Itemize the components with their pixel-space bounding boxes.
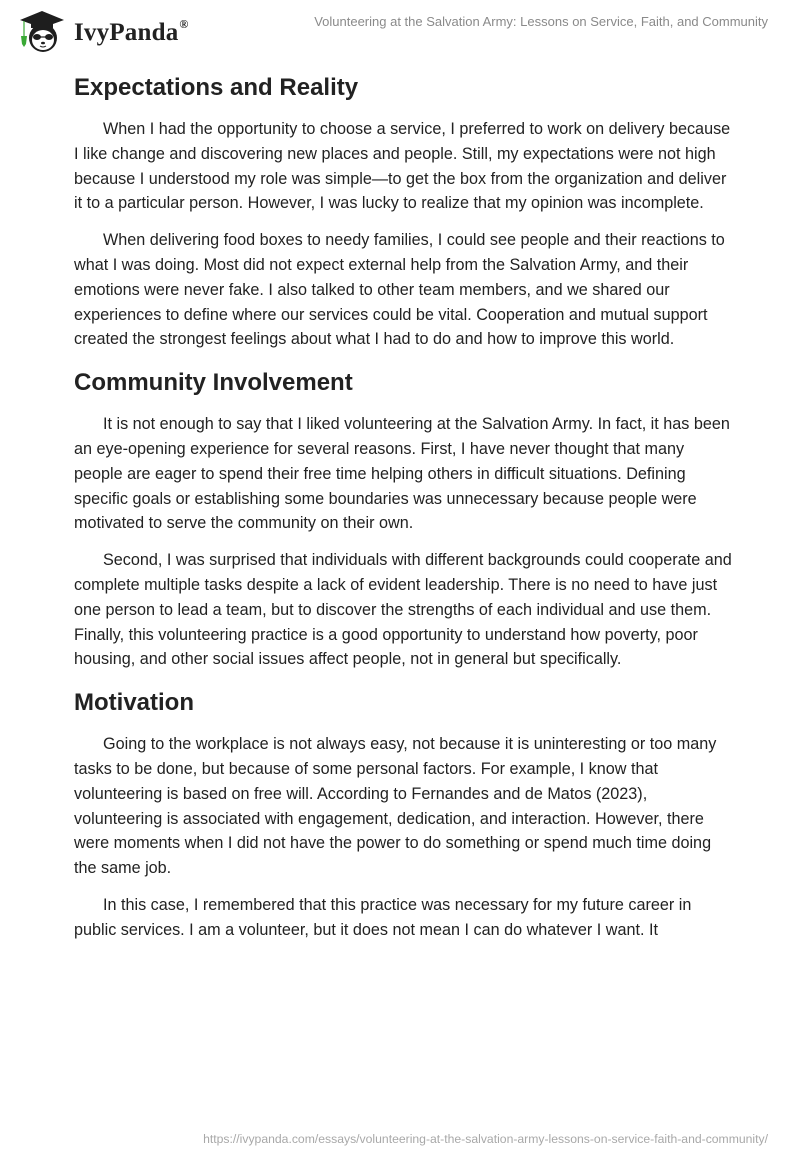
paragraph: It is not enough to say that I liked volunteering at the Salvation Army. In fact, it has been an eye-opening experience for several reasons. First, I have never thought that many people are eager to spend their free time helping others in difficult situations. Defining specific goals or establishing some boundaries was unnecessary because people were motivated to serve the community on their own. [74,415,730,533]
section-heading: Expectations and Reality [74,74,359,101]
section-community-involvement [74,366,734,672]
paragraph: When I had the opportunity to choose a service, I preferred to work on delivery because I like change and discovering new places and people. Still, my expectations were not high because I understood my role was simple—to get the box from the organization and deliver it to a particular person. However, I was lucky to realize that my opinion was incomplete. [74,120,731,213]
document-title: Volunteering at the Salvation Army: Lessons on Service, Faith, and Community [314,14,768,29]
section-motivation [74,686,734,942]
paragraph: When delivering food boxes to needy families, I could see people and their reactions to what I was doing. Most did not expect external help from the Salvation Army, and their emotions were never fake. I also talked to other team members, and we shared our experiences to define where our services could be vital. Cooperation and mutual support created the strongest feelings about what I had to do and how to improve this world. [74,231,725,349]
paragraph: In this case, I remembered that this practice was necessary for my future career in public services. I am a volunteer, but it does not mean I can do whatever I want. It [74,895,692,939]
paragraph: Second, I was surprised that individuals with different backgrounds could cooperate and complete multiple tasks despite a lack of evident leadership. There is no need to have just one person to lead a team, but to discover the strengths of each individual and use them. Finally, this volunteering practice is a good opportunity to understand how poverty, poor housing, and other social issues affect people, not in general but specifically. [74,551,732,669]
section-expectations-and-reality [74,71,734,352]
essay-body [74,71,734,955]
source-url-link[interactable]: https://ivypanda.com/essays/volunteering-at-the-salvation-army-lessons-on-service-faith-and-community/ [203,1132,768,1146]
logo-wordmark: IvyPanda® [74,17,189,46]
page-header [0,0,800,60]
panda-graduation-cap-icon [16,8,68,54]
paragraph: Going to the workplace is not always easy, not because it is uninteresting or too many tasks to be done, but because of some personal factors. For example, I know that volunteering is based on free will. According to Fernandes and de Matos (2023), volunteering is associated with engagement, dedication, and interaction. However, there were moments when I did not have the power to do something or spend much time doing the same job. [74,735,717,878]
section-heading: Motivation [74,689,194,717]
ivypanda-logo[interactable] [16,8,189,54]
section-heading: Community Involvement [74,369,353,397]
